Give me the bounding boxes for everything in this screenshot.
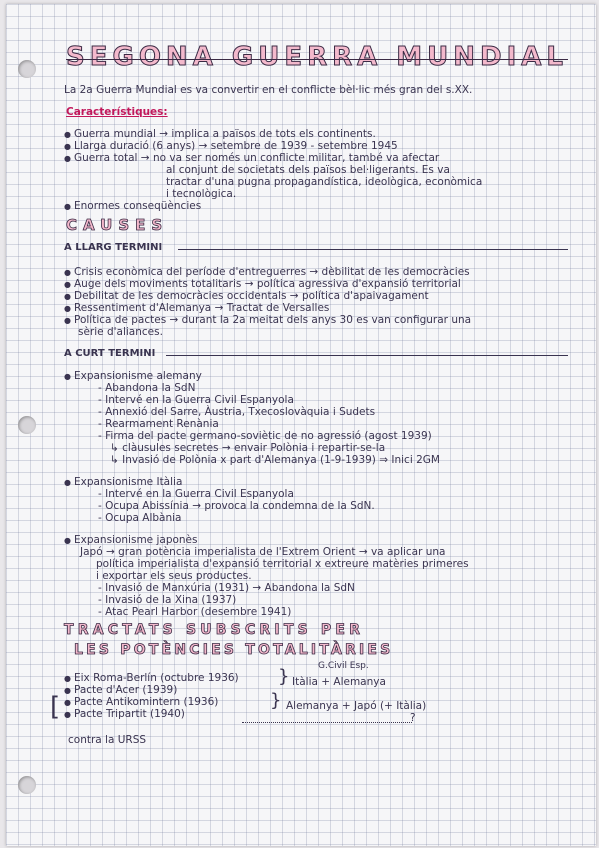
list-item: ● Enormes conseqüències — [64, 200, 201, 213]
list-item: - Invasió de la Xina (1937) — [98, 594, 237, 606]
list-item-continued: sèrie d'aliances. — [78, 326, 163, 338]
list-item: ● Expansionisme japonès — [64, 534, 198, 547]
list-item: ● Auge dels moviments totalitaris → política agressiva d'expansió territorial — [64, 278, 461, 291]
list-item: - Ocupa Abissínia → provoca la condemna de la SdN. — [98, 500, 375, 512]
group-label: Itàlia + Alemanya — [292, 676, 386, 688]
section-heading-causes: CAUSES — [66, 216, 169, 234]
binder-hole — [18, 416, 36, 434]
list-item: ● Pacte Antikomintern (1936) — [64, 696, 218, 709]
list-item: Japó → gran potència imperialista de l'Extrem Orient → va aplicar una — [80, 546, 446, 558]
group-label: Alemanya + Japó (+ Itàlia) — [286, 700, 427, 712]
list-item: ● Expansionisme alemany — [64, 370, 202, 383]
list-item: - Annexió del Sarre, Àustria, Txecoslovàquia i Sudets — [98, 406, 376, 418]
section-heading: Característiques: — [66, 106, 168, 118]
annotation: ? — [410, 712, 416, 724]
page-title: SEGONA GUERRA MUNDIAL — [66, 42, 568, 72]
subsection-label: A CURT TERMINI — [64, 348, 156, 359]
list-item: ● Guerra total → no va ser només un conflicte militar, també va afectar — [64, 152, 439, 165]
list-item: - Intervé en la Guerra Civil Espanyola — [98, 488, 294, 500]
list-item: ● Guerra mundial → implica a països de tots els continents. — [64, 128, 376, 141]
footer-note: contra la URSS — [68, 734, 147, 746]
brace: } — [270, 690, 282, 711]
list-item-continued: política imperialista d'expansió territorial x extreure matèries primeres — [96, 558, 469, 570]
list-item: ● Ressentiment d'Alemanya → Tractat de Versalles — [64, 302, 329, 315]
list-item: ● Pacte Tripartit (1940) — [64, 708, 185, 721]
divider — [178, 249, 568, 250]
binder-hole — [18, 60, 36, 78]
list-item: ↳ Invasió de Polònia x part d'Alemanya (1-9-1939) ⇒ Inici 2GM — [110, 454, 440, 466]
bracket: [ — [50, 692, 61, 722]
dotted-connector — [242, 722, 412, 723]
annotation: G.Civil Esp. — [318, 661, 369, 671]
brace: } — [278, 666, 290, 687]
list-item-continued: i exportar els seus productes. — [96, 570, 252, 582]
list-item-continued: i tecnològica. — [166, 188, 237, 200]
list-item: ● Eix Roma-Berlín (octubre 1936) — [64, 672, 239, 685]
intro-text: La 2a Guerra Mundial es va convertir en el conflicte bèl·lic més gran del s.XX. — [64, 84, 473, 96]
divider — [166, 355, 568, 356]
list-item: - Rearmament Renània — [98, 418, 219, 430]
binder-hole — [18, 776, 36, 794]
list-item: ● Llarga duració (6 anys) → setembre de 1939 - setembre 1945 — [64, 140, 398, 153]
list-item-continued: al conjunt de societats dels països bel·ligerants. Es va — [166, 164, 450, 176]
section-heading-tractats: LES POTÈNCIES TOTALITÀRIES — [74, 642, 394, 658]
notebook-page — [6, 4, 596, 846]
list-item: ● Debilitat de les democràcies occidentals → política d'apaivagament — [64, 290, 429, 303]
list-item: - Ocupa Albània — [98, 512, 182, 524]
subsection-label: A LLARG TERMINI — [64, 242, 163, 253]
list-item: ● Expansionisme Itàlia — [64, 476, 182, 489]
list-item: ● Crisis econòmica del període d'entreguerres → dèbilitat de les democràcies — [64, 266, 470, 279]
section-heading-tractats: TRACTATS SUBSCRITS PER — [64, 622, 365, 638]
list-item: ↳ clàusules secretes → envair Polònia i repartir-se-la — [110, 442, 386, 454]
list-item: ● Política de pactes → durant la 2a meitat dels anys 30 es van configurar una — [64, 314, 471, 327]
list-item: - Firma del pacte germano-soviètic de no agressió (agost 1939) — [98, 430, 432, 442]
list-item: - Atac Pearl Harbor (desembre 1941) — [98, 606, 292, 618]
list-item-continued: tractar d'una pugna propagandística, ideològica, econòmica — [166, 176, 483, 188]
list-item: - Intervé en la Guerra Civil Espanyola — [98, 394, 294, 406]
list-item: - Invasió de Manxúria (1931) → Abandona la SdN — [98, 582, 355, 594]
list-item: - Abandona la SdN — [98, 382, 196, 394]
list-item: ● Pacte d'Acer (1939) — [64, 684, 177, 697]
